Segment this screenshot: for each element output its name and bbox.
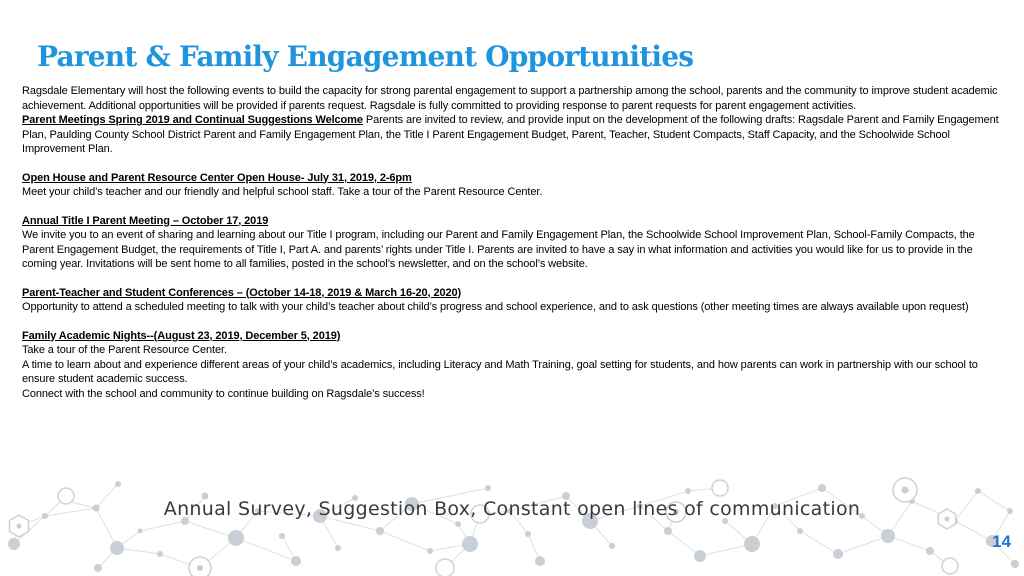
section-heading: Family Academic Nights--(August 23, 2019, December 5, 2019) [22, 329, 341, 342]
section-body: Parents are invited to review, and provide input on the development of the following drafts: Ragsdale Parent and Family Engagement Plan, Paulding County School District Parent and Family Engagement Plan, the Title I Parent Engagement Budget, Parent, Teacher, Student Compacts, Staff Capacity, and the Schoolwide School Improvement Plan. [22, 114, 999, 155]
section-body-line: A time to learn about and experience different areas of your child’s academics, including Literacy and Math Training, goal setting for students, and how parents can work in partnership with our school to ensure student academic success. [22, 358, 978, 385]
section-body: Meet your child’s teacher and our friendly and helpful school staff. Take a tour of the Parent Resource Center. [22, 186, 543, 198]
page-number: 14 [992, 532, 1011, 551]
section-heading: Open House and Parent Resource Center Open House- July 31, 2019, 2-6pm [22, 171, 412, 184]
section-heading: Parent-Teacher and Student Conferences – (October 14-18, 2019 & March 16-20, 2020) [22, 286, 462, 299]
section-body-line: Take a tour of the Parent Resource Center. [22, 344, 227, 356]
event-section-parent-meetings [22, 113, 1004, 157]
slide-title: Parent & Family Engagement Opportunities [37, 40, 694, 73]
intro-paragraph: Ragsdale Elementary will host the following events to build the capacity for strong parental engagement to support a partnership among the school, parents and the community to improve student academic achievement. Additional opportunities will be provided if parents request. Ragsdale is fully committed to providing response to parent requests for parent engagement activities. [22, 85, 998, 112]
event-section-conferences [22, 286, 1004, 315]
section-body-line: Connect with the school and community to continue building on Ragsdale’s success! [22, 387, 425, 400]
section-body: Opportunity to attend a scheduled meeting to talk with your child’s teacher about child’s progress and school experience, and to ask questions (other meeting times are always available upon request) [22, 301, 969, 313]
slide-body [22, 84, 1004, 401]
closing-note: Annual Survey, Suggestion Box, Constant open lines of communication [163, 498, 861, 520]
section-heading: Annual Title I Parent Meeting – October 17, 2019 [22, 214, 269, 227]
section-body: We invite you to an event of sharing and learning about our Title I program, including our Parent and Family Engagement Plan, the Schoolwide School Improvement Plan, School-Family Compacts, the Parent Engagement Budget, the requirements of Title I, Part A. and parents’ rights under Title I. Parents are invited to have a say in what information and activities you would like for us to provide in the coming year. Invitations will be sent home to all families, posted in the school’s newsletter, and on the school’s website. [22, 229, 975, 270]
section-heading: Parent Meetings Spring 2019 and Continual Suggestions Welcome [22, 114, 363, 126]
event-section-title1-meeting [22, 214, 1004, 272]
event-section-academic-nights [22, 329, 1004, 402]
event-section-open-house [22, 171, 1004, 200]
network-pattern-decoration [0, 476, 1024, 576]
